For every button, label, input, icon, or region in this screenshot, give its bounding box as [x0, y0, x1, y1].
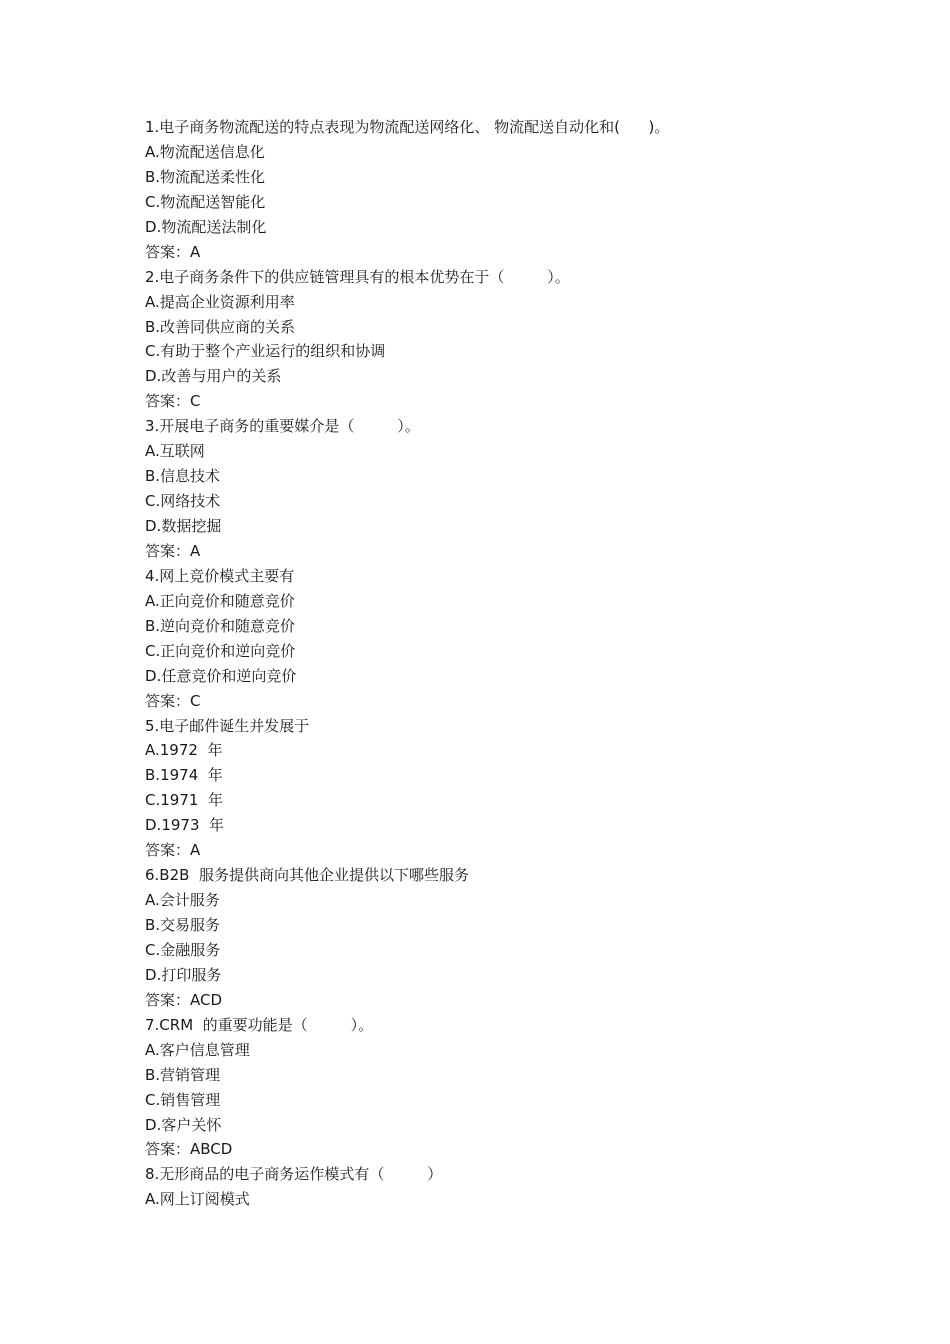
option-a: A.会计服务 — [145, 891, 220, 910]
option-b: B.营销管理 — [145, 1065, 221, 1084]
option-c: C.有助于整个产业运行的组织和协调 — [145, 342, 386, 361]
answer-line: 答案：ACD — [145, 990, 223, 1009]
option-d: D.1973 年 — [145, 816, 225, 835]
answer-line: 答案：A — [145, 242, 201, 261]
option-a: A.1972 年 — [145, 741, 223, 760]
option-b: B.1974 年 — [145, 766, 223, 785]
option-c: C.物流配送智能化 — [145, 192, 266, 211]
question-stem: 6.B2B 服务提供商向其他企业提供以下哪些服务 — [145, 866, 469, 885]
question-stem: 1.电子商务物流配送的特点表现为物流配送网络化、 物流配送自动化和( )。 — [145, 118, 670, 136]
option-d: D.数据挖掘 — [145, 517, 222, 535]
option-c: C.网络技术 — [145, 492, 221, 511]
option-d: D.客户关怀 — [145, 1115, 222, 1134]
option-b: B.交易服务 — [145, 916, 221, 934]
question-stem: 8.无形商品的电子商务运作模式有（ ） — [145, 1165, 443, 1184]
answer-line: 答案：C — [145, 392, 201, 411]
option-c: C.金融服务 — [145, 940, 221, 959]
option-a: A.客户信息管理 — [145, 1040, 250, 1059]
option-d: D.打印服务 — [145, 965, 222, 984]
option-a: A.提高企业资源利用率 — [145, 292, 295, 311]
option-c: C.销售管理 — [145, 1090, 221, 1109]
option-d: D.物流配送法制化 — [145, 217, 267, 236]
option-b: B.逆向竞价和随意竞价 — [145, 616, 296, 635]
option-d: D.任意竞价和逆向竞价 — [145, 666, 297, 685]
question-stem: 4.网上竞价模式主要有 — [145, 566, 295, 585]
question-stem: 2.电子商务条件下的供应链管理具有的根本优势在于（ ）。 — [145, 267, 570, 286]
option-a: A.物流配送信息化 — [145, 142, 265, 161]
question-stem: 7.CRM 的重要功能是（ ）。 — [145, 1015, 374, 1034]
question-stem: 3.开展电子商务的重要媒介是（ ）。 — [145, 417, 420, 436]
answer-line: 答案：C — [145, 691, 201, 710]
answer-line: 答案：A — [145, 541, 201, 560]
option-a: A.正向竞价和随意竞价 — [145, 591, 295, 610]
option-c: C.1971 年 — [145, 791, 223, 810]
answer-line: 答案：A — [145, 841, 201, 860]
option-a: A.网上订阅模式 — [145, 1190, 250, 1209]
option-b: B.信息技术 — [145, 467, 221, 486]
answer-line: 答案：ABCD — [145, 1140, 233, 1159]
option-a: A.互联网 — [145, 442, 205, 461]
option-b: B.改善同供应商的关系 — [145, 317, 296, 336]
option-d: D.改善与用户的关系 — [145, 367, 282, 386]
option-c: C.正向竞价和逆向竞价 — [145, 641, 296, 660]
option-b: B.物流配送柔性化 — [145, 167, 266, 186]
question-stem: 5.电子邮件诞生并发展于 — [145, 716, 310, 735]
question-list — [145, 115, 845, 1212]
